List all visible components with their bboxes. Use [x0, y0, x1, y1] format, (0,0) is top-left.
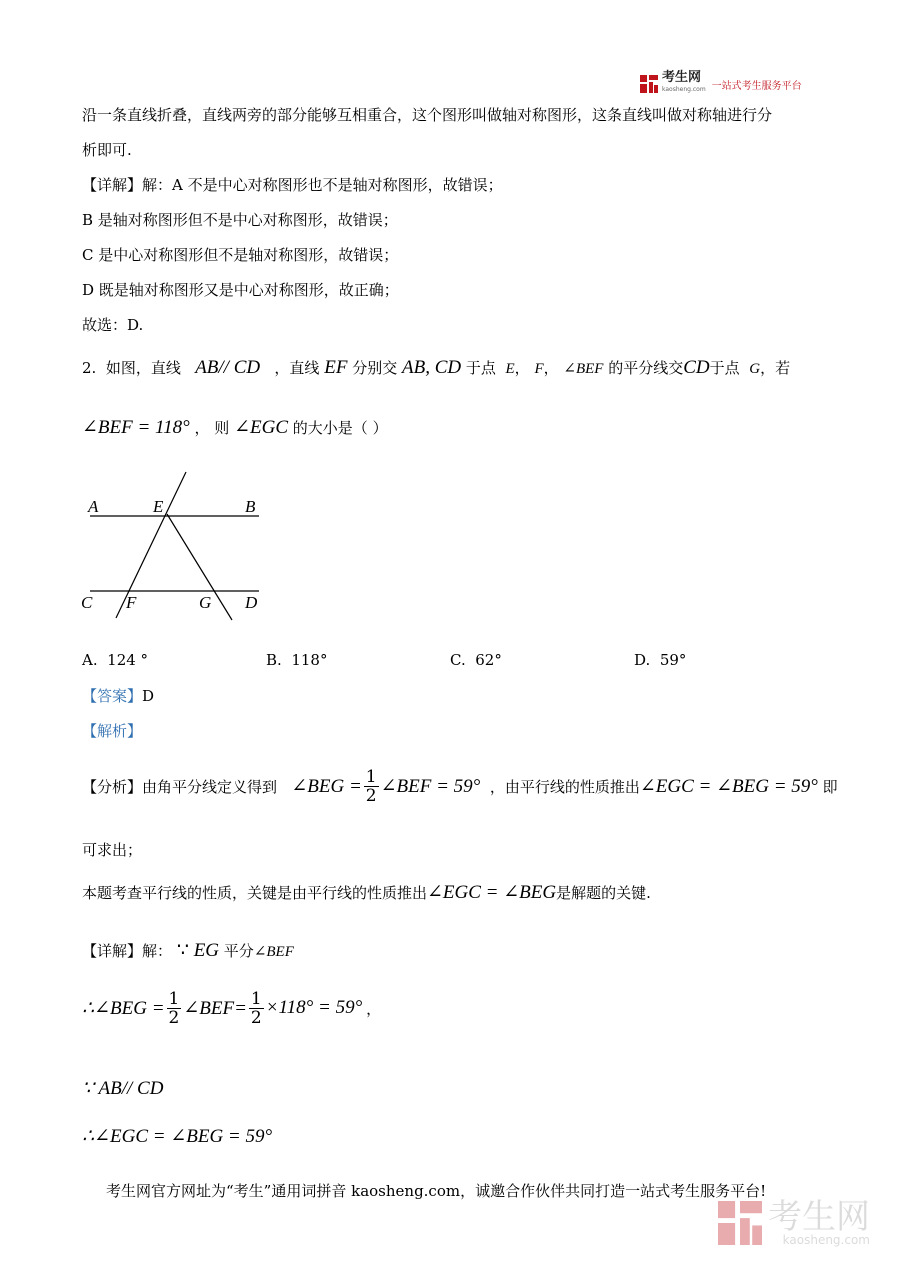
fraction-half-2: $\frac{1}{2}$ — [250, 988, 262, 1028]
fraction-half-1: $\frac{1}{2}$ — [168, 988, 180, 1028]
option-a: A. 124 ° — [82, 651, 149, 669]
header-logo — [640, 72, 802, 96]
detail2-line4: ∴∠EGC = ∠BEG = 59° — [82, 1126, 273, 1147]
answer-line — [82, 685, 154, 706]
answer-tag: 【答案】 — [82, 687, 143, 705]
prev-choose: 故选：D. — [82, 316, 144, 334]
prev-explain-line2: 析即可. — [82, 141, 132, 159]
label-e: E — [153, 497, 164, 516]
answer-value: D — [142, 687, 155, 705]
question-line1: 2. 如图，直线 AB// CD ，直线 EF 分别交 AB, CD 于点 E， F， ∠BEF 的平分线交CD于点 G，若 — [82, 357, 791, 378]
label-b: B — [245, 497, 256, 516]
label-c: C — [81, 593, 93, 612]
detail2-line1: 【详解】解： ∵ EG 平分∠BEF — [82, 940, 294, 961]
watermark-logo-icon — [718, 1201, 762, 1245]
prev-detail-b: B 是轴对称图形但不是中心对称图形，故错误； — [82, 211, 398, 229]
detail2-line3: ∵ AB// CD — [82, 1078, 164, 1099]
option-d: D. 59° — [634, 651, 687, 669]
footer-text: 考生网官方网址为“考生”通用词拼音 kaosheng.com，诚邀合作伙伴共同打造一站式考生服务平台! — [106, 1182, 767, 1200]
geometry-figure — [76, 468, 276, 628]
detail2-line2: ∴∠BEG = $\frac{1}{2}$ ∠BEF= $\frac{1}{2}$ ×118° = 59° ， — [82, 988, 382, 1028]
prev-detail-c: C 是中心对称图形但不是轴对称图形，故错误； — [82, 246, 399, 264]
watermark-text: 考生网 kaosheng.com — [768, 1197, 870, 1247]
prev-detail-a: 【详解】解：A 不是中心对称图形也不是轴对称图形，故错误； — [82, 176, 503, 194]
brand-slogan: 一站式考生服务平台 — [711, 80, 802, 92]
fenxi-line: 【分析】 由角平分线定义得到 ∠BEG = $\frac{1}{2}$ ∠BEF = 59° ，由平行线的性质推出 ∠EGC = ∠BEG = 59° 即 — [82, 766, 838, 806]
key-line: 本题考查平行线的性质，关键是由平行线的性质推出∠EGC = ∠BEG是解题的关键. — [82, 882, 651, 903]
detail-tag: 【详解】 — [82, 176, 143, 194]
label-d: D — [245, 593, 258, 612]
watermark — [718, 1197, 870, 1247]
brand-name: 考生网 kaosheng.com — [662, 70, 706, 93]
analysis-tag: 【解析】 — [82, 722, 143, 740]
label-g: G — [199, 593, 212, 612]
question-line2: ∠BEF = 118° ， 则 ∠EGC 的大小是（ ） — [82, 417, 388, 438]
label-a: A — [88, 497, 99, 516]
prev-detail-d: D 既是轴对称图形又是中心对称图形，故正确； — [82, 281, 399, 299]
kaosheng-logo-icon — [640, 75, 658, 93]
fenxi-line2: 可求出； — [82, 841, 143, 859]
prev-explain-line1: 沿一条直线折叠，直线两旁的部分能够互相重合，这个图形叫做轴对称图形，这条直线叫做对称轴进行分 — [82, 106, 773, 124]
option-b: B. 118° — [266, 651, 328, 669]
option-c: C. 62° — [450, 651, 502, 669]
label-f: F — [126, 593, 137, 612]
fraction-half: $\frac{1}{2}$ — [365, 766, 377, 806]
